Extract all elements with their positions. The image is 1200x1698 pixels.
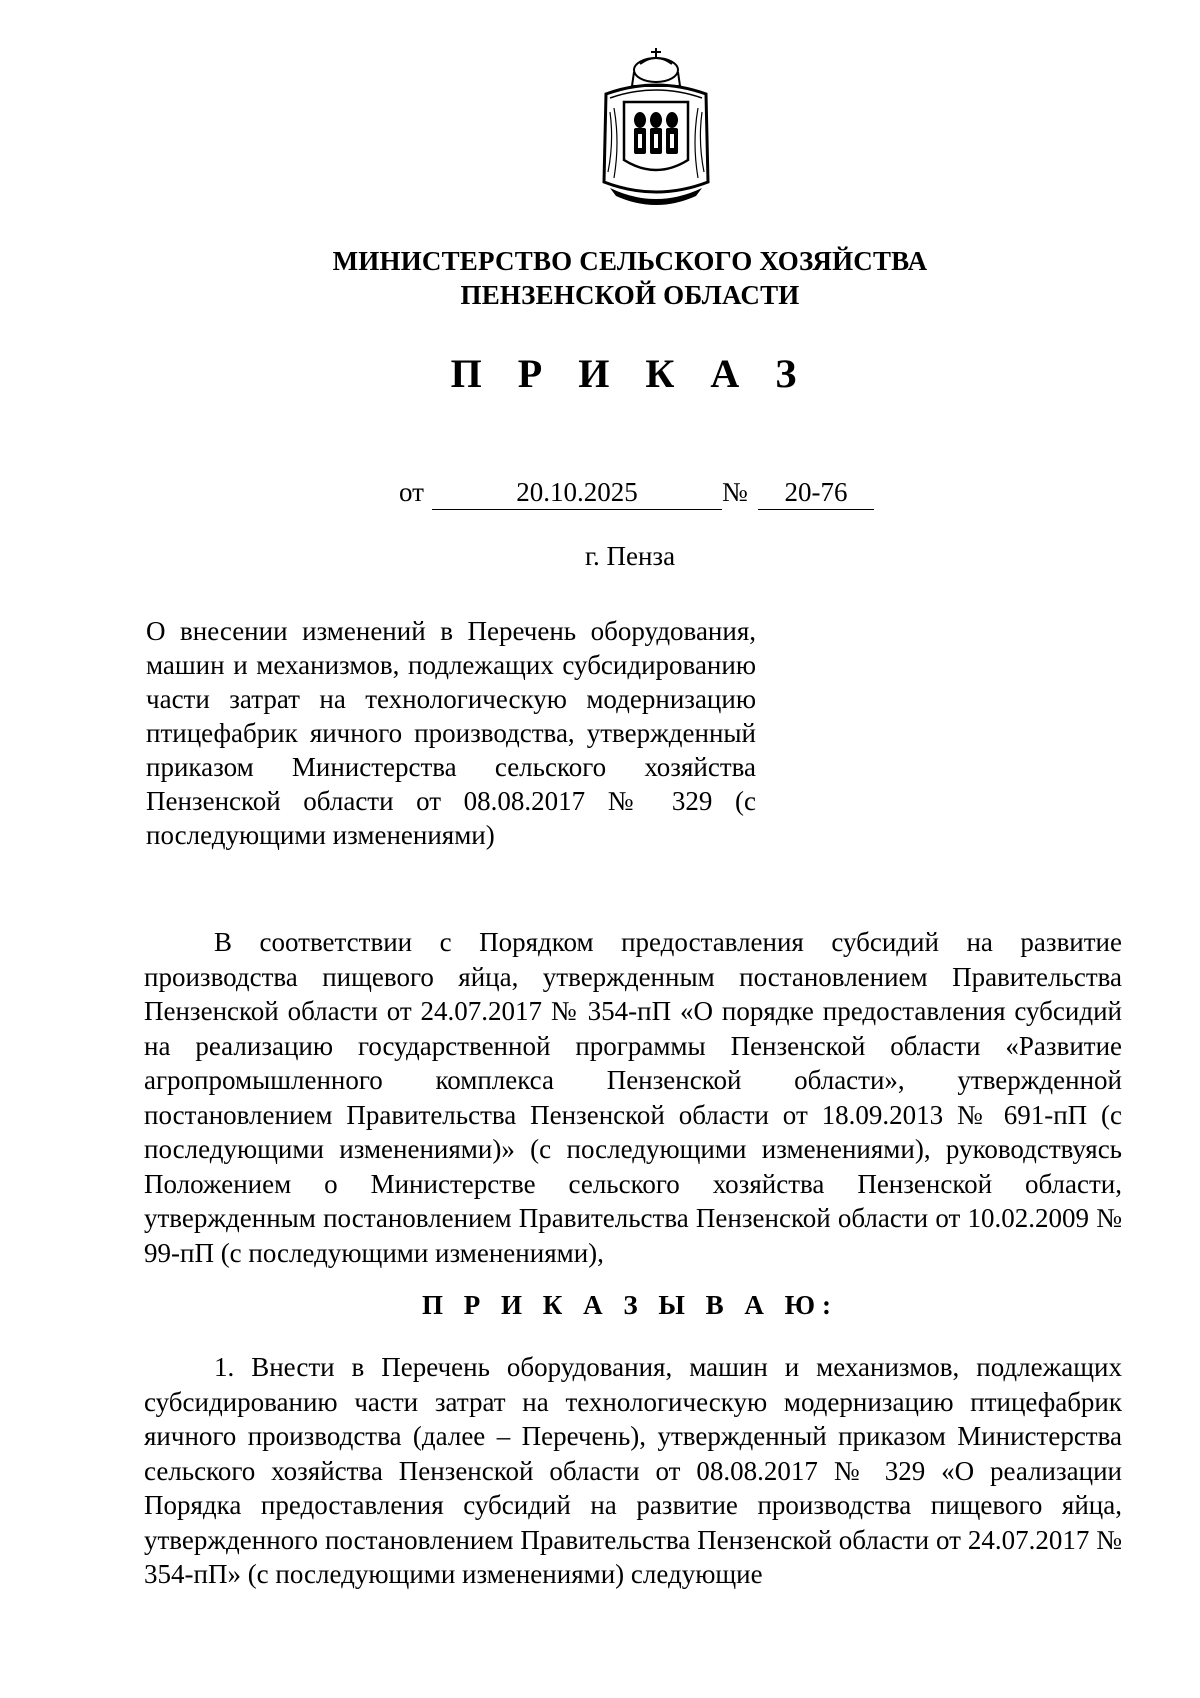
ministry-name-line1: МИНИСТЕРСТВО СЕЛЬСКОГО ХОЗЯЙСТВА (332, 246, 928, 276)
number-label: № (722, 477, 748, 507)
document-date: 20.10.2025 (432, 476, 722, 510)
document-type-title: П Р И К А З (450, 351, 810, 396)
city: г. Пенза (584, 541, 676, 571)
coat-of-arms-icon (596, 42, 716, 208)
order-item-1: 1. Внести в Перечень оборудования, машин и механизмов, подлежащих субсидированию части затрат на технологическую модернизацию птицефабрик яичного производства (далее – Перечень), утвержденный приказом Министерства сельского хозяйства Пензенской области от 08.08.2017 № 329 «О реализации Порядка предоставления субсидий на развитие производства пищевого яйца, утвержденного постановлением Правительства Пензенской области от 24.07.2017 № 354-пП» (с последующими изменениями) следующие (144, 1352, 1122, 1589)
date-label: от (399, 477, 424, 507)
ministry-name-line2: ПЕНЗЕНСКОЙ ОБЛАСТИ (460, 280, 800, 310)
order-heading: П Р И К А З Ы В А Ю: (422, 1290, 838, 1320)
document-number: 20-76 (758, 476, 874, 510)
ministry-name (200, 244, 1060, 312)
document-subject: О внесении изменений в Перечень оборудования, машин и механизмов, подлежащих субсидированию части затрат на технологическую модернизацию птицефабрик яичного производства, утвержденный приказом Министерства сельского хозяйства Пензенской области от 08.08.2017 № 329 (с последующими изменениями) (146, 616, 756, 850)
preamble-paragraph: В соответствии с Порядком предоставления субсидий на развитие производства пищевого яйца, утвержденным постановлением Правительства Пензенской области от 24.07.2017 № 354-пП «О порядке предоставления субсидий на реализацию государственной программы Пензенской области «Развитие агропромышленного комплекса Пензенской области», утвержденной постановлением Правительства Пензенской области от 18.09.2013 № 691-пП (с последующими изменениями)» (с последующими изменениями), руководствуясь Положением о Министерстве сельского хозяйства Пензенской области, утвержденным постановлением Правительства Пензенской области от 10.02.2009 № 99-пП (с последующими изменениями), (144, 927, 1122, 1268)
date-number-line (0, 476, 1200, 512)
